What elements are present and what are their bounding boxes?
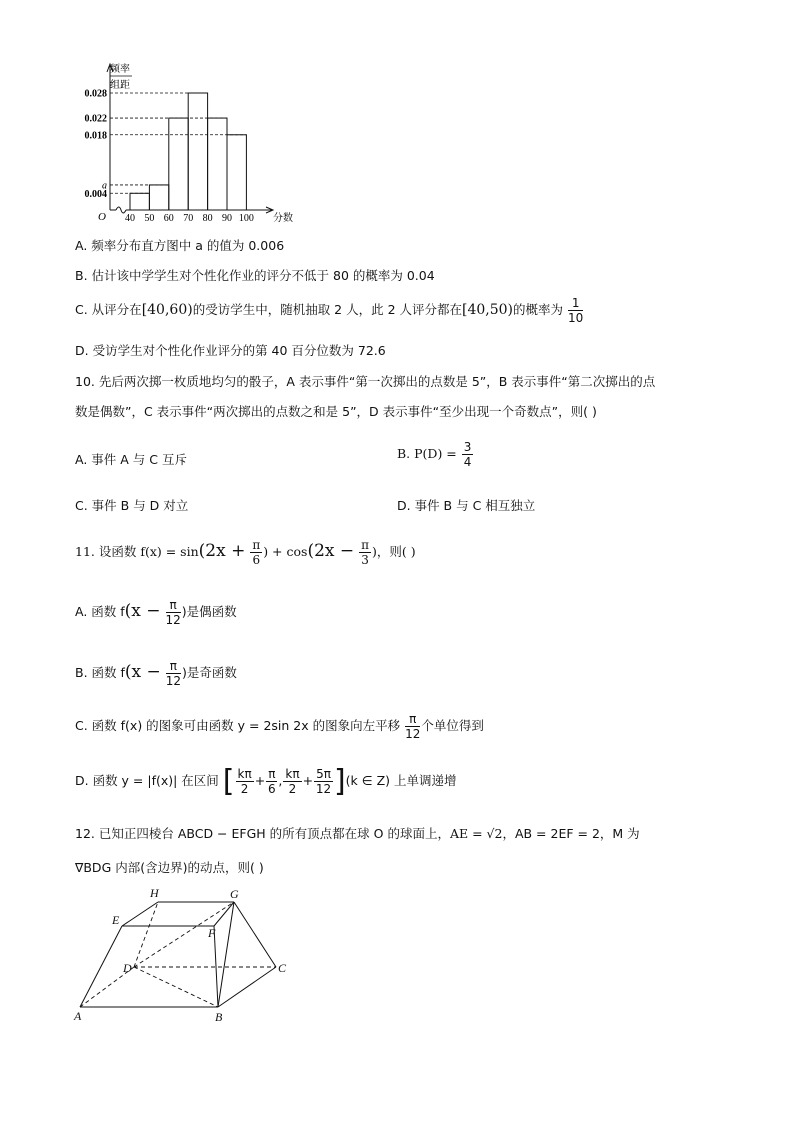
- edge-CG: [234, 902, 276, 967]
- x-tick-label-100: 100: [238, 213, 254, 224]
- q11-pi-over-3: $\frac{\pi}{3}$: [361, 538, 370, 567]
- q11-stem-pre: 11. 设函数 f(x) = sin: [75, 544, 199, 559]
- q11-option-b-fraction: $\frac{\pi}{12}$: [165, 659, 182, 688]
- q10-stem-line1: 10. 先后两次掷一枚质地均匀的骰子，A 表示事件“第一次掷出的点数是 5”，B 表示事件“第二次掷出的点: [75, 374, 656, 389]
- q11-option-a-pre: A. 函数 f: [75, 604, 125, 619]
- histogram-bars: [130, 93, 246, 210]
- histogram-dashed-guides: [110, 93, 246, 193]
- x-tick-label-50: 50: [144, 213, 155, 224]
- q11-option-d-bracket-open: [: [222, 764, 235, 799]
- q10-option-c: C. 事件 B 与 D 对立: [75, 498, 189, 513]
- vertex-label-D: D: [123, 961, 132, 975]
- q11-option-b: [75, 659, 237, 688]
- q11-stem-end: )，则( ): [372, 544, 416, 559]
- x-tick-label-90: 90: [222, 213, 232, 224]
- y-tick-label-2: 0.018: [84, 130, 107, 142]
- q11-option-d-pre: D. 函数 y = |f(x)| 在区间: [75, 773, 219, 788]
- vertex-label-C: C: [278, 961, 287, 975]
- edge-AE: [80, 926, 122, 1007]
- origin-label: O: [98, 211, 106, 223]
- vertex-label-F: F: [208, 926, 216, 940]
- q9-option-d: D. 受访学生对个性化作业评分的第 40 百分位数为 72.6: [75, 343, 386, 358]
- q11-option-c-pre: C. 函数 f(x) 的图象可由函数 y = 2sin 2x 的图象向左平移: [75, 718, 401, 733]
- q11-option-d: [75, 764, 457, 799]
- y-tick-label-1: 0.022: [84, 113, 107, 125]
- q9-option-c-interval1: [40,60): [141, 302, 193, 318]
- x-axis-label: 分数: [273, 213, 293, 224]
- frequency-histogram: [70, 60, 300, 230]
- q10-option-b: [397, 440, 474, 469]
- q12-stem-ae: AE = √2: [449, 826, 503, 841]
- q11-option-d-5pi-over-12: $\frac{5\pi}{12}$: [315, 767, 332, 796]
- y-tick-label-0: 0.028: [84, 88, 107, 100]
- q11-option-d-bracket-close: ]: [333, 764, 346, 799]
- q9-option-c-interval2: [40,50): [462, 302, 514, 318]
- x-tick-label-60: 60: [163, 213, 174, 224]
- histogram-bar-90-100: [227, 135, 246, 210]
- vertex-label-G: G: [230, 887, 239, 901]
- q11-option-a-fraction: $\frac{\pi}{12}$: [165, 598, 181, 627]
- q11-option-d-kpi-over-2b: $\frac{k\pi}{2}$: [285, 767, 300, 796]
- q11-option-d-comma: ,: [278, 773, 283, 788]
- histogram-x-ticks: [125, 213, 254, 224]
- y-axis-label-bottom: 组距: [110, 80, 130, 91]
- q11-option-d-post: (k ∈ Z) 上单调递增: [345, 773, 457, 788]
- q12-stem-line1: [75, 824, 640, 842]
- q10-option-d: D. 事件 B 与 C 相互独立: [397, 498, 536, 513]
- q9-option-c-mid: 的受访学生中，随机抽取 2 人，此 2 人评分都在: [192, 302, 463, 317]
- q9-option-c-pre: C. 从评分在: [75, 302, 142, 317]
- histogram-bar-60-70: [169, 118, 188, 210]
- y-tick-label-4: 0.004: [84, 188, 107, 200]
- q11-option-c: [75, 712, 484, 741]
- q10-option-b-pre: B. P(D) =: [397, 446, 457, 461]
- x-tick-label-80: 80: [202, 213, 213, 224]
- q9-option-c-post: 的概率为: [513, 302, 564, 317]
- q11-option-a-post: )是偶函数: [181, 604, 237, 619]
- histogram-bar-50-60: [149, 185, 168, 210]
- q10-stem-line2: 数是偶数”，C 表示事件“两次掷出的点数之和是 5”，D 表示事件“至少出现一个奇数点”，则( ): [75, 404, 597, 419]
- vertex-label-H: H: [150, 886, 159, 900]
- q11-pi-over-6: $\frac{\pi}{6}$: [252, 538, 261, 567]
- q9-option-a: A. 频率分布直方图中 a 的值为 0.006: [75, 238, 285, 253]
- q11-stem-arg1: (2x +: [198, 541, 246, 561]
- vertex-label-E: E: [112, 913, 120, 927]
- x-tick-label-40: 40: [125, 213, 135, 224]
- q11-option-d-kpi-over-2: $\frac{k\pi}{2}$: [237, 767, 252, 796]
- y-tick-label-3: a: [102, 180, 107, 192]
- vertex-label-A: A: [74, 1009, 82, 1023]
- q12-stem-line2: ∇BDG 内部(含边界)的动点，则( ): [75, 860, 264, 875]
- q11-option-b-arg: (x −: [124, 662, 161, 682]
- q9-option-b: B. 估计该中学学生对个性化作业的评分不低于 80 的概率为 0.04: [75, 268, 435, 283]
- frustum-figure: [70, 884, 300, 1024]
- histogram-bar-70-80: [188, 93, 207, 210]
- q11-option-d-pi-over-6: $\frac{\pi}{6}$: [267, 767, 276, 796]
- histogram-y-ticks: [85, 89, 108, 200]
- q11-option-b-pre: B. 函数 f: [75, 665, 125, 680]
- q11-option-c-fraction: $\frac{\pi}{12}$: [405, 712, 421, 741]
- q12-stem-pre: 12. 已知正四棱台 ABCD − EFGH 的所有顶点都在球 O 的球面上，: [75, 826, 450, 841]
- q11-stem: [75, 538, 416, 567]
- histogram-bar-80-90: [208, 118, 227, 210]
- x-tick-label-70: 70: [183, 213, 194, 224]
- y-axis-label-top: 频率: [110, 64, 130, 75]
- q11-option-d-plus1: +: [254, 773, 266, 788]
- histogram-axes: [107, 64, 273, 213]
- q11-option-d-plus2: +: [302, 773, 314, 788]
- q11-option-a-arg: (x −: [124, 601, 161, 621]
- edge-BC: [218, 967, 276, 1007]
- q11-option-a: [75, 598, 237, 627]
- q12-stem-ab: ，AB = 2EF = 2，M 为: [502, 826, 640, 841]
- q10-option-b-fraction: $\frac{3}{4}$: [463, 440, 472, 469]
- edge-DB: [134, 967, 218, 1007]
- q9-option-c-fraction: $\frac{1}{10}$: [568, 296, 584, 325]
- vertex-label-B: B: [215, 1010, 223, 1024]
- edge-EH: [122, 902, 158, 926]
- q11-stem-arg2: (2x −: [307, 541, 355, 561]
- q10-option-a: A. 事件 A 与 C 互斥: [75, 452, 187, 467]
- edge-DG: [134, 902, 234, 967]
- q11-option-b-post: )是奇函数: [182, 665, 237, 680]
- q11-stem-mid: ) + cos: [263, 544, 308, 559]
- q9-option-c: [75, 296, 584, 325]
- histogram-bar-40-50: [130, 193, 149, 210]
- edge-DH: [134, 902, 158, 967]
- q11-option-c-post: 个单位得到: [421, 718, 484, 733]
